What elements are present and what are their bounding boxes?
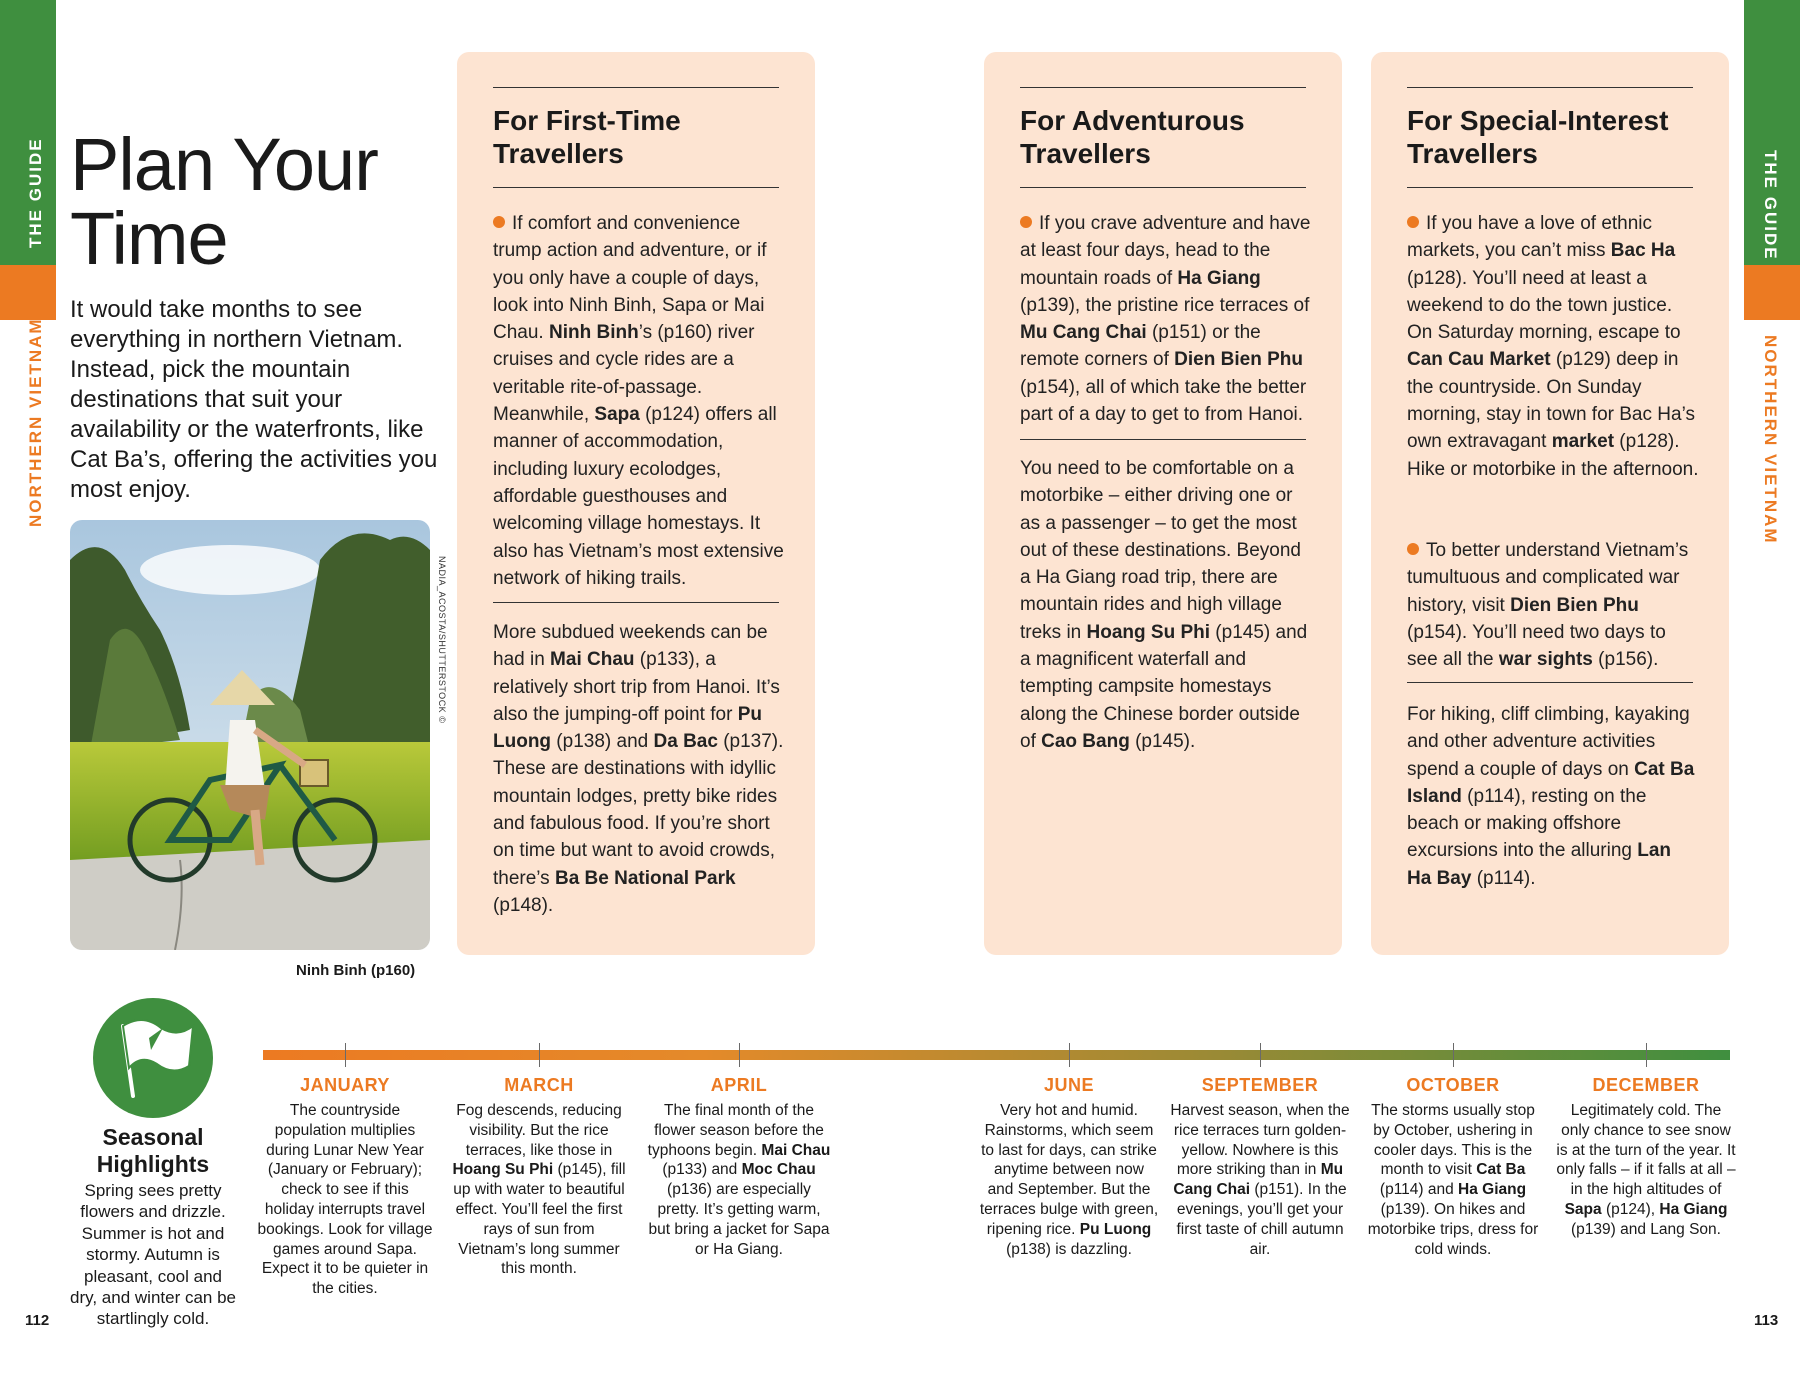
place-name: Bac Ha <box>1610 240 1676 262</box>
place-name: Ha Giang <box>1177 267 1261 289</box>
timeline-tick <box>1069 1043 1070 1067</box>
card-first-time <box>457 52 815 955</box>
month-text <box>647 1101 831 1259</box>
month-june <box>979 1075 1159 1259</box>
bullet-dot <box>493 216 505 228</box>
seasonal-body: Spring sees pretty flowers and drizzle. Summer is hot and stormy. Autumn is pleasant, cool and dry, and winter can be startlingly cold. <box>70 1181 236 1329</box>
timeline-tick <box>345 1043 346 1067</box>
text: (p138) is dazzling. <box>1006 1240 1132 1258</box>
text: Legitimately cold. The only chance to see snow is at the turn of the year. It only falls – if it falls at all – in the high altitudes of <box>1556 1102 1736 1199</box>
text: (p145) and a magnificent waterfall and tempting campsite homestays along the Chinese border outside of <box>1020 621 1308 752</box>
place-name: Pu Luong <box>1079 1220 1152 1238</box>
card-rule-title <box>493 187 779 188</box>
text: More subdued weekends can be had in <box>493 622 768 671</box>
place-name: Pu Luong <box>493 703 762 753</box>
month-text <box>1556 1101 1736 1240</box>
month-april <box>647 1075 831 1259</box>
photo-caption: Ninh Binh (p160) <box>296 962 416 979</box>
right-tab-orange <box>1744 265 1800 320</box>
text: You need to be comfortable on a motorbike – either driving one or as a passenger – to get the most out of these destinations. Beyond a Ha Giang road trip, there are mountain rides and high village treks in <box>1020 458 1301 643</box>
text: (p154). You’ll need two days to see all the <box>1407 621 1666 671</box>
month-name: SEPTEMBER <box>1201 1075 1319 1095</box>
month-text <box>1170 1101 1350 1259</box>
text: To better understand Vietnam’s tumultuous and complicated war history, visit <box>1407 540 1689 616</box>
card-paragraph-1 <box>493 210 785 592</box>
month-january <box>255 1075 435 1299</box>
text: ’s (p160) river cruises and cycle rides are a veritable rite-of-passage. Meanwhile, <box>493 322 755 426</box>
place-name: Ba Be National Park <box>554 867 736 889</box>
text: The countryside population multiplies during Lunar New Year (January or February); check to see if this holiday interrupts travel bookings. Look for village games around Sapa. Expect it to be quieter in the cities. <box>257 1102 433 1298</box>
left-tab-guide-label: THE GUIDE <box>26 137 45 248</box>
text: (p151). In the evenings, you’ll get your first taste of chill autumn air. <box>1176 1181 1347 1258</box>
card-paragraph-2 <box>493 619 785 919</box>
text: (p136) are especially pretty. It’s getting warm, but bring a jacket for Sapa or Ha Giang. <box>648 1181 830 1258</box>
bullet-dot <box>1020 216 1032 228</box>
card-title: For Adventurous Travellers <box>1020 105 1245 169</box>
text: (p137). These are destinations with idyllic mountain lodges, pretty bike rides and fabulous food. If you’re short on time but want to avoid crowds, there’s <box>493 731 784 889</box>
month-name: DECEMBER <box>1592 1075 1700 1095</box>
seasonal-title: Seasonal Highlights <box>96 1124 210 1177</box>
place-name: Da Bac <box>653 731 718 753</box>
intro-text: It would take months to see everything in northern Vietnam. Instead, pick the mountain destinations that suit your availability or the waterfronts, like Cat Ba’s, offering the activities you most enjoy. <box>70 296 438 503</box>
month-march <box>449 1075 629 1279</box>
card-adventurous <box>984 52 1342 955</box>
place-name: Cao Bang <box>1041 730 1130 752</box>
text: Harvest season, when the rice terraces turn golden-yellow. Nowhere is this more striking than in <box>1170 1102 1350 1179</box>
flag-icon <box>93 998 213 1118</box>
cycling-photo <box>70 520 430 950</box>
month-text <box>449 1101 629 1279</box>
card-rule-top <box>1020 87 1306 88</box>
timeline-tick <box>1453 1043 1454 1067</box>
month-september <box>1170 1075 1350 1259</box>
place-name: Sapa <box>1564 1200 1602 1218</box>
place-name: Hoang Su Phi <box>452 1161 554 1179</box>
timeline-tick <box>739 1043 740 1067</box>
right-section-label: NORTHERN VIETNAM <box>1761 335 1780 545</box>
bullet-dot <box>1407 216 1419 228</box>
text: (p139). On hikes and motorbike trips, dress for cold winds. <box>1367 1200 1539 1258</box>
photo-credit: NADIA_ACOSTA/SHUTTERSTOCK © <box>437 556 447 724</box>
text: (p145). <box>1129 730 1196 752</box>
place-name: Ha Giang <box>1659 1200 1728 1218</box>
place-name: Moc Chau <box>741 1161 816 1179</box>
timeline-tick <box>1646 1043 1647 1067</box>
month-text <box>979 1101 1159 1259</box>
card-rule-top <box>493 87 779 88</box>
card-rule-title <box>1020 187 1306 188</box>
place-name: Dien Bien Phu <box>1174 349 1303 371</box>
place-name: Ha Giang <box>1458 1181 1527 1199</box>
text: If you crave adventure and have at least four days, head to the mountain roads of <box>1020 213 1311 289</box>
page-number-left: 112 <box>25 1312 50 1329</box>
place-name: Can Cau Market <box>1407 349 1551 371</box>
month-october <box>1363 1075 1543 1259</box>
place-name: Cat Ba <box>1476 1161 1526 1179</box>
text: (p114) and <box>1379 1181 1459 1199</box>
text: (p151) or the remote corners of <box>1020 322 1261 371</box>
card-rule-divider <box>1407 682 1693 683</box>
month-name: APRIL <box>710 1075 768 1095</box>
bullet-dot <box>1407 543 1419 555</box>
card-special-interest <box>1371 52 1729 955</box>
month-text <box>1363 1101 1543 1259</box>
text: (p128). You’ll need at least a weekend to do the town justice. On Saturday morning, escape to <box>1407 267 1681 344</box>
card-title: For Special-Interest Travellers <box>1407 105 1669 169</box>
text: The final month of the flower season before the typhoons begin. <box>647 1102 824 1159</box>
month-name: MARCH <box>504 1075 574 1095</box>
text: (p156). <box>1592 649 1659 671</box>
place-name: Mai Chau <box>550 649 635 671</box>
left-section-label: NORTHERN VIETNAM <box>26 317 45 527</box>
text: If comfort and convenience trump action and adventure, or if you only have a couple of days, look into Ninh Binh, Sapa or Mai Chau. <box>493 213 767 344</box>
card-paragraph-3 <box>1407 701 1699 892</box>
text: (p133), a relatively short trip from Hanoi. It’s also the jumping-off point for <box>493 649 780 725</box>
place-name: market <box>1551 431 1615 453</box>
text: For hiking, cliff climbing, kayaking and other adventure activities spend a couple of days on <box>1407 704 1690 780</box>
card-title: For First-Time Travellers <box>493 105 681 169</box>
card-rule-divider <box>1020 439 1306 440</box>
timeline-tick <box>1260 1043 1261 1067</box>
text: (p133) and <box>662 1161 742 1179</box>
text: (p114), resting on the beach or making offshore excursions into the alluring <box>1407 785 1647 862</box>
place-name: Hoang Su Phi <box>1086 621 1211 643</box>
card-rule-title <box>1407 187 1693 188</box>
left-tab-orange <box>0 265 56 320</box>
text: (p138) and <box>551 731 654 753</box>
place-name: Mai Chau <box>761 1141 831 1159</box>
month-name: JUNE <box>1043 1075 1094 1095</box>
timeline-bar <box>263 1050 1730 1060</box>
month-name: OCTOBER <box>1406 1075 1500 1095</box>
place-name: Ninh Binh <box>548 322 639 344</box>
text: (p124), <box>1601 1200 1660 1218</box>
month-name: JANUARY <box>300 1075 390 1095</box>
text: (p139) and Lang Son. <box>1571 1220 1721 1238</box>
text: (p129) deep in the countryside. On Sunday morning, stay in town for Bac Ha’s own extravagant <box>1407 349 1695 453</box>
month-text <box>255 1101 435 1299</box>
text: Very hot and humid. Rainstorms, which seem to last for days, can strike anytime between now and September. But the terraces bulge with green, ripening rice. <box>979 1102 1159 1238</box>
text: (p139), the pristine rice terraces of <box>1020 294 1310 316</box>
card-paragraph-1 <box>1407 210 1699 483</box>
text: (p114). <box>1471 867 1536 889</box>
timeline-tick <box>539 1043 540 1067</box>
page-number-right: 113 <box>1754 1312 1779 1329</box>
text: (p154), all of which take the better part of a day to get to from Hanoi. <box>1020 376 1307 426</box>
text: (p124) offers all manner of accommodation, including luxury ecolodges, affordable guesthouses and welcoming village homestays. It also has Vietnam’s most extensive network of hiking trails. <box>493 404 784 589</box>
text: The storms usually stop by October, ushering in cooler days. This is the month to visit <box>1371 1102 1535 1179</box>
card-rule-top <box>1407 87 1693 88</box>
text: (p145), fill up with water to beautiful effect. You’ll feel the first rays of sun from Vietnam’s long summer this month. <box>453 1161 626 1278</box>
text: (p128). Hike or motorbike in the afternoon. <box>1407 431 1699 480</box>
place-name: Lan Ha Bay <box>1407 840 1672 889</box>
place-name: Mu Cang Chai <box>1020 322 1147 344</box>
card-rule-divider <box>493 602 779 603</box>
place-name: Mu Cang Chai <box>1173 1161 1344 1199</box>
page-title: Plan Your Time <box>70 123 378 280</box>
month-december <box>1556 1075 1736 1240</box>
right-tab-guide-label: THE GUIDE <box>1761 150 1780 261</box>
place-name: Dien Bien Phu <box>1510 594 1639 616</box>
text: Fog descends, reducing visibility. But the rice terraces, like those in <box>456 1102 622 1159</box>
card-paragraph-2 <box>1020 455 1312 755</box>
card-paragraph-2 <box>1407 537 1699 673</box>
place-name: Cat Ba Island <box>1407 758 1695 807</box>
text: If you have a love of ethnic markets, you can’t miss <box>1407 213 1653 262</box>
place-name: Sapa <box>594 404 640 426</box>
place-name: war sights <box>1498 649 1593 671</box>
card-paragraph-1 <box>1020 210 1312 428</box>
text: (p148). <box>493 894 554 916</box>
